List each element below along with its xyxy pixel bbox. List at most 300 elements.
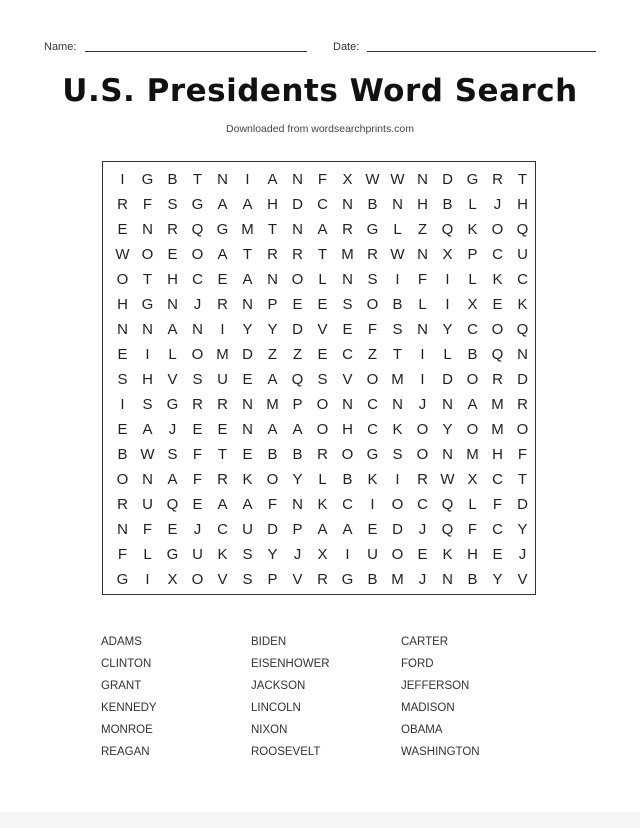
word-row xyxy=(101,656,551,678)
word-list-item: FORD xyxy=(401,658,434,670)
grid-letter: K xyxy=(317,496,328,513)
grid-letter: W xyxy=(440,471,455,488)
grid-letter: A xyxy=(467,396,478,413)
grid-letter: H xyxy=(117,296,128,313)
grid-letter: X xyxy=(467,471,478,488)
grid-letter: Z xyxy=(367,346,378,363)
grid-letter: V xyxy=(292,571,303,588)
grid-letter: N xyxy=(267,271,278,288)
grid-letter: N xyxy=(417,171,428,188)
word-list-item: WASHINGTON xyxy=(401,746,480,758)
grid-letter: I xyxy=(345,546,350,563)
grid-letter: D xyxy=(242,346,253,363)
grid-letter: O xyxy=(141,246,154,263)
grid-letter: L xyxy=(468,496,477,513)
grid-letter: S xyxy=(242,571,253,588)
grid-letter: S xyxy=(167,196,178,213)
grid-letter: I xyxy=(445,296,450,313)
grid-letter: O xyxy=(366,371,379,388)
grid-letter: K xyxy=(242,471,253,488)
grid-letter: N xyxy=(192,321,203,338)
word-list-item: MADISON xyxy=(401,702,455,714)
grid-letter: E xyxy=(242,371,253,388)
grid-letter: X xyxy=(467,296,478,313)
grid-letter: I xyxy=(220,321,225,338)
word-row xyxy=(101,700,551,722)
grid-letter: C xyxy=(492,246,503,263)
word-list-item: BIDEN xyxy=(251,636,287,648)
grid-letter: Q xyxy=(166,496,179,513)
grid-letter: I xyxy=(245,171,250,188)
grid-letter: D xyxy=(442,171,453,188)
grid-letter: G xyxy=(366,446,379,463)
grid-letter: O xyxy=(191,246,204,263)
grid-letter: N xyxy=(242,421,253,438)
grid-row xyxy=(110,267,535,292)
grid-letter: E xyxy=(192,496,203,513)
grid-letter: G xyxy=(141,171,154,188)
grid-letter: B xyxy=(392,296,403,313)
grid-letter: G xyxy=(216,221,229,238)
grid-letter: T xyxy=(267,221,278,238)
grid-letter: M xyxy=(241,221,254,238)
grid-letter: L xyxy=(443,346,452,363)
grid-letter: K xyxy=(517,296,528,313)
word-row xyxy=(101,722,551,744)
grid-letter: L xyxy=(143,546,152,563)
grid-letter: O xyxy=(391,546,404,563)
grid-letter: R xyxy=(342,221,353,238)
grid-letter: O xyxy=(266,471,279,488)
grid-letter: E xyxy=(317,346,328,363)
word-list-item: GRANT xyxy=(101,680,142,692)
grid-letter: N xyxy=(142,321,153,338)
grid-letter: R xyxy=(367,246,378,263)
grid-letter: I xyxy=(120,171,125,188)
grid-letter: I xyxy=(420,371,425,388)
grid-letter: Q xyxy=(291,371,304,388)
grid-letter: O xyxy=(516,421,529,438)
grid-letter: J xyxy=(168,421,177,438)
grid-letter: S xyxy=(167,446,178,463)
grid-letter: E xyxy=(492,296,503,313)
grid-letter: C xyxy=(367,421,378,438)
grid-row xyxy=(110,442,535,467)
grid-letter: S xyxy=(117,371,128,388)
grid-letter: T xyxy=(192,171,203,188)
grid-letter: E xyxy=(217,271,228,288)
grid-letter: A xyxy=(242,271,253,288)
grid-letter: B xyxy=(342,471,353,488)
grid-letter: B xyxy=(442,196,453,213)
grid-letter: F xyxy=(192,446,203,463)
grid-letter: O xyxy=(116,471,129,488)
grid-letter: P xyxy=(267,571,278,588)
grid-letter: R xyxy=(117,496,128,513)
grid-letter: R xyxy=(217,296,228,313)
grid-letter: O xyxy=(416,446,429,463)
grid-letter: M xyxy=(466,446,479,463)
grid-letter: P xyxy=(292,521,303,538)
grid-letter: F xyxy=(317,171,328,188)
grid-row xyxy=(110,492,535,517)
grid-letter: B xyxy=(467,571,478,588)
grid-letter: W xyxy=(390,171,405,188)
grid-letter: L xyxy=(318,271,327,288)
grid-letter: D xyxy=(517,371,528,388)
grid-letter: G xyxy=(141,296,154,313)
grid-letter: N xyxy=(342,271,353,288)
grid-letter: Z xyxy=(292,346,303,363)
grid-letter: O xyxy=(466,421,479,438)
grid-letter: W xyxy=(115,246,130,263)
grid-letter: Q xyxy=(491,346,504,363)
grid-letter: C xyxy=(492,471,503,488)
grid-letter: L xyxy=(468,271,477,288)
grid-letter: Z xyxy=(417,221,428,238)
grid-letter: K xyxy=(392,421,403,438)
grid-letter: C xyxy=(217,521,228,538)
grid-letter: N xyxy=(292,221,303,238)
grid-letter: M xyxy=(491,421,504,438)
grid-letter: N xyxy=(217,171,228,188)
grid-letter: V xyxy=(517,571,528,588)
grid-letter: R xyxy=(492,371,503,388)
grid-letter: H xyxy=(167,271,178,288)
word-list-item: MONROE xyxy=(101,724,153,736)
grid-letter: S xyxy=(392,446,403,463)
grid-letter: M xyxy=(216,346,229,363)
date-label: Date: xyxy=(333,41,360,53)
grid-letter: C xyxy=(317,196,328,213)
grid-letter: E xyxy=(117,221,128,238)
grid-letter: H xyxy=(267,196,278,213)
grid-letter: X xyxy=(442,246,453,263)
grid-letter: S xyxy=(142,396,153,413)
grid-letter: L xyxy=(468,196,477,213)
grid-letter: Y xyxy=(242,321,253,338)
grid-letter: D xyxy=(442,371,453,388)
grid-letter: S xyxy=(192,371,203,388)
grid-letter: D xyxy=(292,321,303,338)
grid-letter: W xyxy=(140,446,155,463)
grid-letter: M xyxy=(266,396,279,413)
grid-letter: R xyxy=(117,196,128,213)
grid-letter: J xyxy=(418,521,427,538)
word-list-item: KENNEDY xyxy=(101,702,157,714)
grid-row xyxy=(110,317,535,342)
page-title: U.S. Presidents Word Search xyxy=(62,73,578,109)
grid-letter: H xyxy=(342,421,353,438)
grid-letter: I xyxy=(445,271,450,288)
grid-letter: S xyxy=(242,546,253,563)
grid-letter: O xyxy=(316,396,329,413)
grid-letter: H xyxy=(492,446,503,463)
grid-letter: L xyxy=(318,471,327,488)
grid-letter: A xyxy=(167,321,178,338)
grid-letter: G xyxy=(166,546,179,563)
grid-letter: A xyxy=(267,171,278,188)
grid-letter: J xyxy=(193,521,202,538)
grid-letter: J xyxy=(418,396,427,413)
grid-letter: S xyxy=(367,271,378,288)
grid-letter: R xyxy=(267,246,278,263)
grid-letter: C xyxy=(367,396,378,413)
grid-letter: Y xyxy=(442,421,453,438)
grid-letter: E xyxy=(167,246,178,263)
grid-row xyxy=(110,567,535,592)
grid-letter: N xyxy=(417,321,428,338)
grid-letter: K xyxy=(217,546,228,563)
word-list-item: REAGAN xyxy=(101,746,150,758)
grid-letter: R xyxy=(317,446,328,463)
name-line xyxy=(85,51,307,52)
grid-letter: S xyxy=(342,296,353,313)
grid-letter: J xyxy=(418,571,427,588)
grid-letter: G xyxy=(366,221,379,238)
grid-letter: F xyxy=(192,471,203,488)
grid-letter: O xyxy=(191,571,204,588)
grid-letter: N xyxy=(392,396,403,413)
grid-letter: K xyxy=(442,546,453,563)
grid-row xyxy=(110,242,535,267)
word-list-item: JEFFERSON xyxy=(401,680,470,692)
grid-letter: T xyxy=(242,246,253,263)
grid-letter: N xyxy=(242,296,253,313)
grid-row xyxy=(110,417,535,442)
grid-letter: K xyxy=(367,471,378,488)
grid-letter: E xyxy=(242,446,253,463)
word-list-item: ROOSEVELT xyxy=(251,746,321,758)
grid-letter: G xyxy=(466,171,479,188)
grid-letter: T xyxy=(142,271,153,288)
grid-letter: H xyxy=(142,371,153,388)
grid-letter: A xyxy=(242,496,253,513)
word-list-item: EISENHOWER xyxy=(251,658,330,670)
grid-letter: R xyxy=(192,396,203,413)
grid-letter: R xyxy=(292,246,303,263)
grid-letter: S xyxy=(317,371,328,388)
word-row xyxy=(101,744,551,766)
word-list-item: CLINTON xyxy=(101,658,152,670)
grid-letter: J xyxy=(193,296,202,313)
grid-letter: I xyxy=(395,271,400,288)
grid-letter: Y xyxy=(517,521,528,538)
grid-letter: G xyxy=(191,196,204,213)
grid-letter: E xyxy=(217,421,228,438)
grid-letter: M xyxy=(391,371,404,388)
grid-row xyxy=(110,342,535,367)
grid-letter: G xyxy=(166,396,179,413)
grid-letter: X xyxy=(342,171,353,188)
grid-letter: E xyxy=(117,346,128,363)
grid-letter: B xyxy=(467,346,478,363)
word-list-item: OBAMA xyxy=(401,724,443,736)
grid-row xyxy=(110,542,535,567)
grid-letter: W xyxy=(365,171,380,188)
grid-letter: O xyxy=(391,496,404,513)
grid-letter: I xyxy=(395,471,400,488)
grid-letter: N xyxy=(442,571,453,588)
grid-letter: A xyxy=(317,521,328,538)
grid-letter: E xyxy=(492,546,503,563)
grid-letter: A xyxy=(267,421,278,438)
grid-letter: R xyxy=(492,171,503,188)
grid-letter: A xyxy=(142,421,153,438)
grid-letter: B xyxy=(267,446,278,463)
grid-letter: E xyxy=(417,546,428,563)
grid-letter: N xyxy=(417,246,428,263)
grid-letter: N xyxy=(142,471,153,488)
grid-letter: B xyxy=(117,446,128,463)
name-label: Name: xyxy=(44,41,77,53)
grid-letter: F xyxy=(517,446,528,463)
grid-letter: F xyxy=(367,321,378,338)
grid-letter: N xyxy=(142,221,153,238)
grid-letter: M xyxy=(391,571,404,588)
grid-letter: V xyxy=(167,371,178,388)
grid-letter: A xyxy=(267,371,278,388)
grid-letter: S xyxy=(392,321,403,338)
grid-letter: E xyxy=(167,521,178,538)
grid-letter: C xyxy=(342,346,353,363)
grid-letter: Q xyxy=(441,521,454,538)
grid-letter: F xyxy=(117,546,128,563)
puzzle-grid-frame xyxy=(102,161,536,595)
grid-letter: I xyxy=(120,396,125,413)
grid-letter: R xyxy=(317,571,328,588)
grid-letter: A xyxy=(167,471,178,488)
grid-letter: Q xyxy=(191,221,204,238)
grid-letter: Y xyxy=(442,321,453,338)
grid-letter: N xyxy=(342,396,353,413)
grid-letter: Q xyxy=(516,321,529,338)
grid-letter: C xyxy=(517,271,528,288)
grid-letter: Y xyxy=(492,571,503,588)
word-list-item: NIXON xyxy=(251,724,288,736)
grid-letter: U xyxy=(367,546,378,563)
grid-letter: B xyxy=(292,446,303,463)
grid-letter: F xyxy=(267,496,278,513)
grid-letter: B xyxy=(367,196,378,213)
grid-letter: R xyxy=(217,471,228,488)
grid-row xyxy=(110,467,535,492)
grid-letter: E xyxy=(317,296,328,313)
grid-letter: B xyxy=(167,171,178,188)
grid-letter: K xyxy=(492,271,503,288)
grid-letter: O xyxy=(466,371,479,388)
grid-letter: B xyxy=(367,571,378,588)
date-line xyxy=(367,51,596,52)
grid-letter: Y xyxy=(267,546,278,563)
word-row xyxy=(101,634,551,656)
grid-row xyxy=(110,217,535,242)
grid-row xyxy=(110,392,535,417)
puzzle-grid xyxy=(110,167,535,592)
grid-letter: C xyxy=(417,496,428,513)
grid-letter: L xyxy=(393,221,402,238)
grid-letter: L xyxy=(418,296,427,313)
grid-letter: C xyxy=(192,271,203,288)
grid-letter: G xyxy=(341,571,354,588)
grid-letter: O xyxy=(366,296,379,313)
grid-letter: F xyxy=(142,521,153,538)
grid-letter: I xyxy=(145,571,150,588)
grid-letter: A xyxy=(342,521,353,538)
grid-letter: C xyxy=(342,496,353,513)
grid-letter: O xyxy=(316,421,329,438)
grid-letter: I xyxy=(145,346,150,363)
grid-letter: U xyxy=(142,496,153,513)
grid-letter: Y xyxy=(267,321,278,338)
grid-letter: D xyxy=(517,496,528,513)
grid-letter: P xyxy=(467,246,478,263)
grid-letter: R xyxy=(167,221,178,238)
grid-row xyxy=(110,167,535,192)
grid-letter: N xyxy=(442,446,453,463)
source-credit: Downloaded from wordsearchprints.com xyxy=(226,123,414,135)
grid-letter: D xyxy=(267,521,278,538)
grid-letter: O xyxy=(341,446,354,463)
grid-row xyxy=(110,292,535,317)
grid-letter: X xyxy=(317,546,328,563)
grid-letter: I xyxy=(370,496,375,513)
grid-letter: F xyxy=(492,496,503,513)
grid-letter: E xyxy=(342,321,353,338)
grid-letter: R xyxy=(517,396,528,413)
word-list-item: LINCOLN xyxy=(251,702,301,714)
grid-letter: R xyxy=(217,396,228,413)
grid-letter: N xyxy=(242,396,253,413)
grid-letter: E xyxy=(117,421,128,438)
grid-letter: Y xyxy=(292,471,303,488)
grid-letter: T xyxy=(517,471,528,488)
grid-letter: A xyxy=(217,496,228,513)
grid-letter: A xyxy=(242,196,253,213)
grid-row xyxy=(110,517,535,542)
grid-letter: N xyxy=(392,196,403,213)
grid-letter: V xyxy=(342,371,353,388)
grid-letter: O xyxy=(291,271,304,288)
grid-letter: N xyxy=(517,346,528,363)
grid-letter: H xyxy=(417,196,428,213)
grid-letter: N xyxy=(342,196,353,213)
grid-letter: N xyxy=(292,171,303,188)
grid-letter: A xyxy=(292,421,303,438)
grid-row xyxy=(110,192,535,217)
grid-letter: M xyxy=(491,396,504,413)
header-fields xyxy=(44,41,600,57)
grid-letter: E xyxy=(292,296,303,313)
grid-letter: F xyxy=(142,196,153,213)
grid-letter: V xyxy=(217,571,228,588)
grid-letter: E xyxy=(192,421,203,438)
grid-letter: H xyxy=(467,546,478,563)
grid-letter: O xyxy=(491,321,504,338)
word-row xyxy=(101,678,551,700)
grid-letter: Q xyxy=(441,221,454,238)
grid-letter: X xyxy=(167,571,178,588)
grid-letter: N xyxy=(167,296,178,313)
grid-letter: T xyxy=(317,246,328,263)
grid-letter: E xyxy=(367,521,378,538)
grid-letter: Z xyxy=(267,346,278,363)
grid-row xyxy=(110,367,535,392)
grid-letter: O xyxy=(491,221,504,238)
grid-letter: N xyxy=(292,496,303,513)
grid-letter: N xyxy=(442,396,453,413)
grid-letter: U xyxy=(242,521,253,538)
